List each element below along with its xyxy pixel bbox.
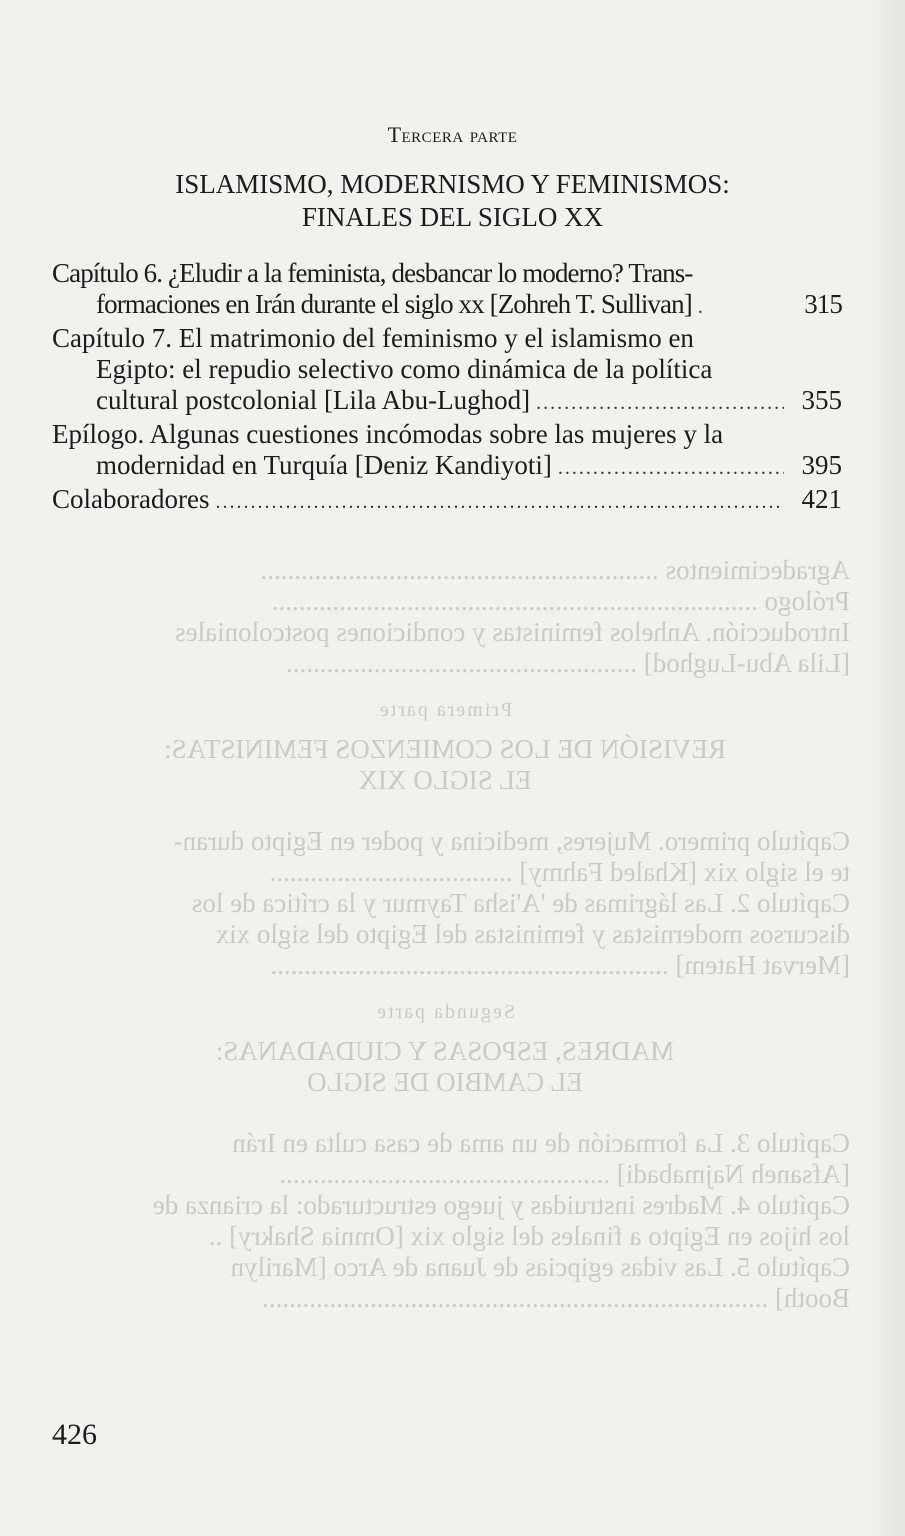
toc-entry-text: Capítulo 7. El matrimonio del feminismo y el islamismo en [52, 323, 694, 353]
toc-page-number: 355 [801, 385, 842, 415]
ghost-line: Primera parte [377, 699, 513, 721]
ghost-line: EL SIGLO XIX [358, 765, 532, 795]
toc-entry-chapter-7 [52, 323, 842, 419]
toc-entry-text: Colaboradores [52, 484, 210, 514]
ghost-line: Agradecimientos ........................................................... [260, 555, 850, 585]
page-number: 426 [52, 1418, 97, 1451]
toc-entry-line [52, 258, 842, 289]
toc-entry-text: Egipto: el repudio selectivo como dinámica de la política [96, 354, 713, 384]
ghost-line: [Lila Abu-Lughod] .................................................... [286, 648, 850, 678]
toc-entry-line [52, 323, 842, 354]
part-label: Tercera parte [387, 122, 518, 147]
table-of-contents [52, 258, 842, 518]
ghost-line: Capítulo 4. Madres instruidas y juego estructurado: la crianza de [152, 1190, 850, 1220]
toc-entry-line [52, 385, 842, 419]
ghost-line: Booth] ........................................................................... [261, 1283, 850, 1313]
dot-leaders [698, 292, 712, 323]
toc-page-number: 315 [804, 289, 842, 319]
toc-entry-text: Epílogo. Algunas cuestiones incómodas sobre las mujeres y la [52, 419, 724, 449]
toc-entry-line [52, 354, 842, 385]
part-title-line: FINALES DEL SIGLO XX [301, 202, 604, 232]
ghost-line: Capítulo 5. Las vidas egipcias de Juana de Arco [Marilyn [230, 1252, 850, 1282]
part-title [0, 168, 905, 234]
ghost-line: MADRES, ESPOSAS Y CIUDADANAS: [215, 1036, 675, 1066]
ghost-line: Capítulo 3. La formación de un ama de casa culta en Irán [232, 1128, 850, 1158]
ghost-line: discursos modernistas y feministas del Egipto del siglo xix [215, 919, 850, 949]
part-title-line: ISLAMISMO, MODERNISMO Y FEMINISMOS: [175, 169, 730, 199]
dot-leaders [215, 487, 784, 518]
toc-entry-contributors [52, 484, 842, 518]
toc-page-number: 421 [801, 484, 842, 514]
toc-entry-text: formaciones en Irán durante el siglo xx [Zohreh T. Sullivan] [96, 289, 692, 319]
ghost-line: Capítulo 2. Las lágrimas de 'A'isha Taymur y la crítica de los [191, 888, 850, 918]
dot-leaders [536, 388, 784, 419]
toc-entry-text: cultural postcolonial [Lila Abu-Lughod] [96, 385, 531, 415]
toc-entry-chapter-6 [52, 258, 842, 323]
ghost-line: EL CAMBIO DE SIGLO [307, 1067, 583, 1097]
toc-entry-text: modernidad en Turquía [Deniz Kandiyoti] [96, 450, 552, 480]
toc-entry-text: Capítulo 6. ¿Eludir a la feminista, desbancar lo moderno? Trans- [52, 258, 693, 288]
ghost-line: REVISIÓN DE LOS COMIENZOS FEMINISTAS: [164, 734, 726, 764]
ghost-line: Introducción. Anhelos feministas y condiciones postcoloniales [175, 617, 850, 647]
toc-entry-epilogue [52, 419, 842, 484]
toc-page-number: 395 [801, 450, 842, 480]
ghost-line: los hijos en Egipto a finales del siglo xix [Omnia Shakry] .. [208, 1221, 850, 1251]
ghost-line: Prólogo ........................................................................ [271, 586, 850, 616]
toc-entry-line [52, 289, 842, 323]
ghost-line: Segunda parte [375, 1001, 515, 1023]
ghost-line: [Afsaneh Najmabadi] ................................................. [279, 1159, 850, 1189]
show-through-text [40, 555, 850, 1385]
ghost-line: te el siglo xix [Khaled Fahmy] .................................... [269, 857, 850, 887]
toc-entry-line [52, 484, 842, 518]
dot-leaders [558, 453, 784, 484]
ghost-line: Capítulo primero. Mujeres, medicina y poder en Egipto duran- [173, 826, 850, 856]
toc-entry-line [52, 450, 842, 484]
toc-entry-line [52, 419, 842, 450]
ghost-line: [Mervat Hatem] ........................................................... [270, 950, 850, 980]
